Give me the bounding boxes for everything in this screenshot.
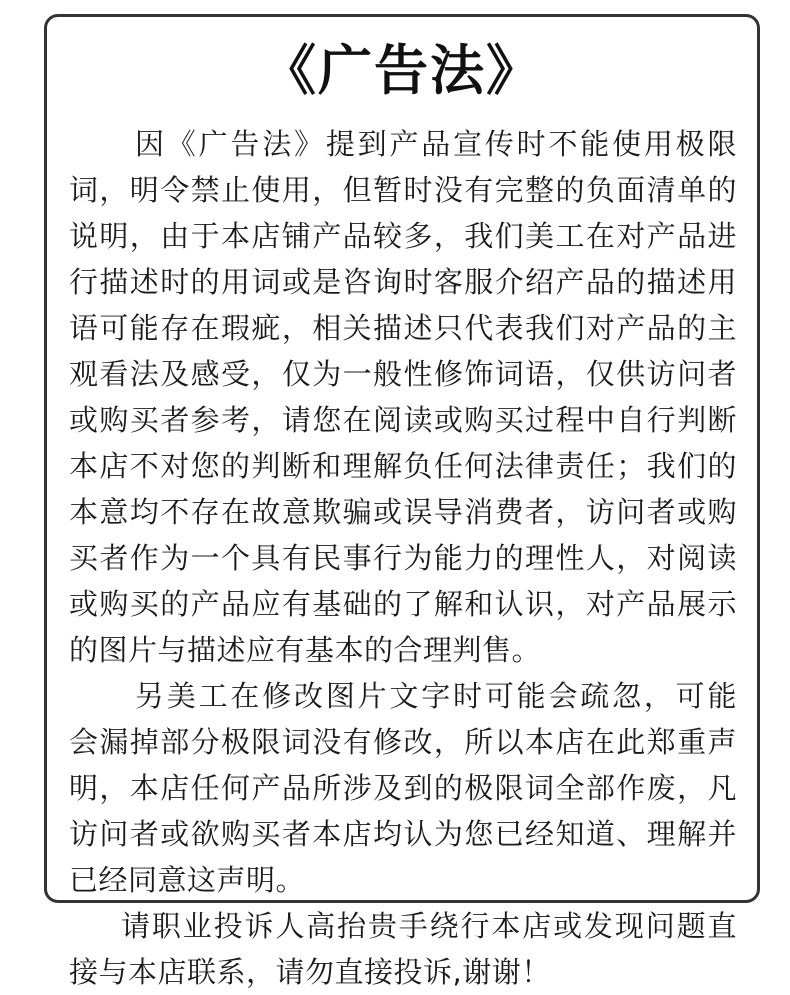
paragraph-2-line-5: 已经同意这声明。	[69, 863, 306, 897]
paragraph-1-line-9: 本意均不存在故意欺骗或误导消费者，访问者或购	[69, 495, 737, 529]
paragraph-1-line-11: 或购买的产品应有基础的了解和认识，对产品展示	[69, 587, 737, 621]
notice-body	[69, 121, 737, 995]
paragraph-1-line-5: 语可能存在瑕疵，相关描述只代表我们对产品的主	[69, 311, 737, 345]
notice-frame	[44, 14, 760, 989]
paragraph-1-line-2: 词，明令禁止使用，但暂时没有完整的负面清单的	[69, 173, 737, 207]
paragraph-2-line-3: 明，本店任何产品所涉及到的极限词全部作废，凡	[69, 771, 737, 805]
paragraph-1-line-4: 行描述时的用词或是咨询时客服介绍产品的描述用	[69, 265, 737, 299]
paragraph-1-line-3: 说明，由于本店铺产品较多，我们美工在对产品进	[69, 219, 737, 253]
paragraph-3-line-1: 请职业投诉人高抬贵手绕行本店或发现问题直	[121, 909, 737, 943]
paragraph-2-line-4: 访问者或欲购买者本店均认为您已经知道、理解并	[69, 817, 737, 851]
paragraph-1-line-7: 或购买者参考，请您在阅读或购买过程中自行判断	[69, 403, 737, 437]
paragraph-2-line-1: 另美工在修改图片文字时可能会疏忽，可能	[135, 679, 737, 713]
paragraph-3-line-2: 接与本店联系，请勿直接投诉,谢谢！	[69, 955, 551, 989]
page-title: 《广告法》	[262, 39, 542, 102]
paragraph-2-line-2: 会漏掉部分极限词没有修改，所以本店在此郑重声	[69, 725, 737, 759]
paragraph-1-line-10: 买者作为一个具有民事行为能力的理性人，对阅读	[69, 541, 737, 575]
paragraph-1-line-1: 因《广告法》提到产品宣传时不能使用极限	[135, 127, 737, 161]
paragraph-1-line-8: 本店不对您的判断和理解负任何法律责任；我们的	[69, 449, 737, 483]
paragraph-1-line-12: 的图片与描述应有基本的合理判售。	[69, 633, 542, 667]
paragraph-1-line-6: 观看法及感受，仅为一般性修饰词语，仅供访问者	[69, 357, 737, 391]
